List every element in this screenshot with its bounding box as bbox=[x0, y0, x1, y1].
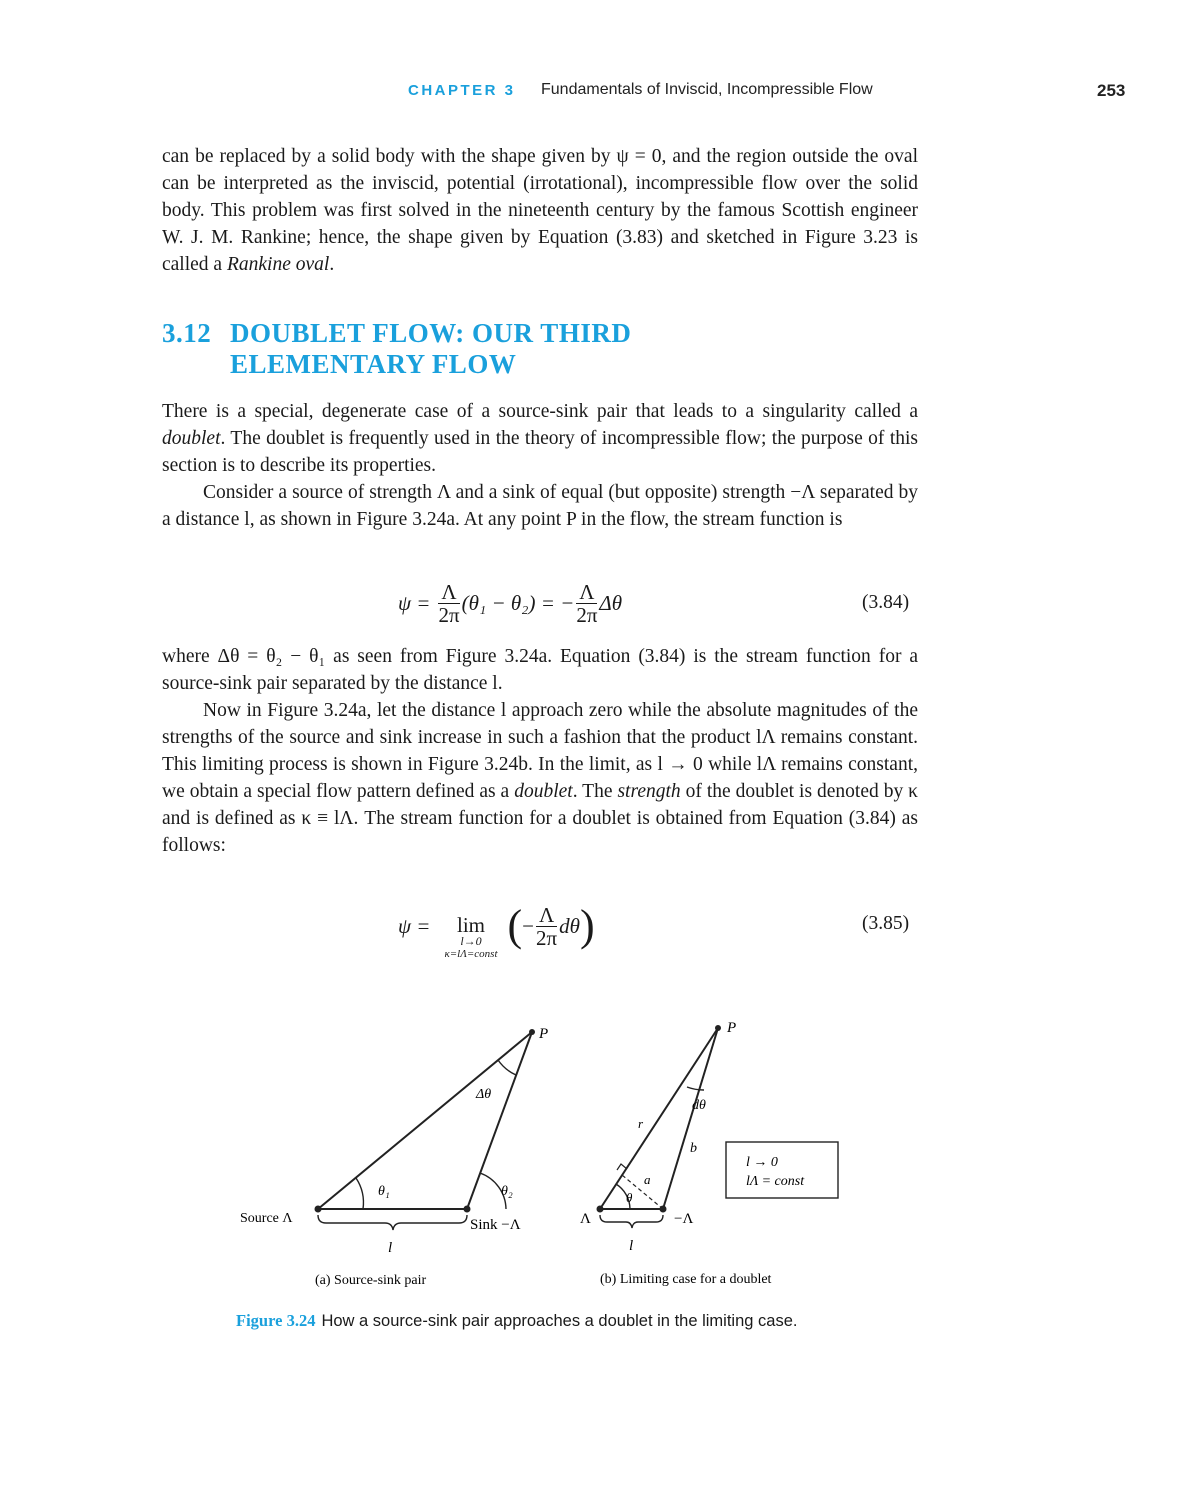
box-line2: lΛ = const bbox=[746, 1174, 805, 1189]
eq385-lim-sub1: l→0 bbox=[460, 934, 482, 948]
paragraph-doublet-intro bbox=[162, 398, 918, 479]
eq385-close-paren: ) bbox=[579, 901, 595, 950]
label-distance-a: l bbox=[388, 1240, 393, 1256]
label-source-b: Λ bbox=[580, 1211, 591, 1227]
figure-3-24 bbox=[230, 1012, 850, 1297]
sink-ray-b bbox=[663, 1028, 718, 1209]
section-title-line2: ELEMENTARY FLOW bbox=[230, 349, 517, 379]
eq384-fraction-2 bbox=[576, 581, 597, 626]
intro-paragraph bbox=[162, 143, 918, 278]
para4-emphasis-doublet: doublet bbox=[514, 781, 573, 802]
equation-3-85 bbox=[0, 895, 1200, 965]
d-theta-arc bbox=[687, 1087, 704, 1090]
eq385-denominator: 2π bbox=[536, 925, 558, 950]
eq385-number: (3.85) bbox=[862, 913, 910, 934]
label-r: r bbox=[638, 1116, 644, 1131]
label-d-theta: dθ bbox=[692, 1098, 706, 1113]
eq385-numerator: Λ bbox=[536, 904, 557, 927]
panel-b bbox=[580, 1020, 838, 1287]
chapter-label: CHAPTER 3 bbox=[408, 82, 516, 99]
running-head bbox=[0, 82, 1200, 104]
limit-box bbox=[726, 1142, 838, 1198]
source-point-a bbox=[315, 1206, 322, 1213]
para4-emphasis-strength: strength bbox=[617, 781, 681, 802]
intro-text-end: . bbox=[329, 254, 335, 275]
label-sink-b: −Λ bbox=[674, 1211, 694, 1227]
point-p-a bbox=[529, 1029, 535, 1035]
section-title-line1: DOUBLET FLOW: OUR THIRD bbox=[230, 318, 632, 348]
eq385-fraction bbox=[536, 904, 557, 949]
distance-brace-b bbox=[600, 1215, 663, 1228]
eq385-lim: lim bbox=[456, 913, 485, 937]
figure-caption bbox=[236, 1309, 846, 1333]
section-number: 3.12 bbox=[162, 318, 212, 348]
para1-text-end: . The doublet is frequently used in the theory of incompressible flow; the purpose of this section is to describe its properties. bbox=[162, 428, 918, 476]
theta1-arc bbox=[356, 1178, 363, 1209]
eq384-tail: Δθ bbox=[599, 590, 623, 615]
figure-caption-text: How a source-sink pair approaches a doublet in the limiting case. bbox=[321, 1312, 798, 1330]
panel-a bbox=[240, 1026, 548, 1288]
box-line1: l → 0 bbox=[746, 1155, 778, 1170]
eq385-limit bbox=[444, 915, 497, 961]
eq384-denominator: 2π bbox=[438, 602, 460, 627]
eq384-lhs: ψ = bbox=[398, 590, 431, 615]
paragraph-limiting bbox=[162, 697, 918, 859]
source-point-b bbox=[597, 1206, 604, 1213]
eq385-minus: − bbox=[522, 913, 535, 938]
eq384-numerator: Λ bbox=[438, 581, 459, 604]
intro-text: can be replaced by a solid body with the shape given by ψ = 0, and the region outside the oval can be interpreted as the inviscid, potential (irrotational), incompressible flow over the solid body. This problem was first solved in the nineteenth century by the famous Scottish engineer W. J. M. Rankine; hence, the shape given by Equation (3.83) and sketched in Figure 3.23 is called a bbox=[162, 146, 918, 275]
eq385-lim-sub2: κ=lΛ=const bbox=[444, 948, 498, 960]
eq384-numerator-2: Λ bbox=[576, 581, 597, 604]
eq384-denominator-2: 2π bbox=[576, 602, 598, 627]
distance-brace-a bbox=[318, 1215, 467, 1230]
eq384-middle: (θ₁ − θ₂) = − bbox=[461, 590, 575, 615]
page-number: 253 bbox=[1097, 81, 1126, 100]
label-b: b bbox=[690, 1141, 697, 1156]
eq384-fraction bbox=[438, 581, 459, 626]
label-sink: Sink −Λ bbox=[470, 1217, 521, 1233]
label-delta-theta: Δθ bbox=[476, 1087, 492, 1102]
figure-label: Figure 3.24 bbox=[236, 1311, 316, 1330]
paragraph-source-sink: Consider a source of strength Λ and a sink of equal (but opposite) strength −Λ separated by a distance l, as shown in Figure 3.24a. At any point P in the flow, the stream function is bbox=[162, 482, 918, 530]
caption-a: (a) Source-sink pair bbox=[315, 1273, 427, 1288]
point-p-b bbox=[715, 1025, 721, 1031]
eq385-open-paren: ( bbox=[507, 901, 523, 950]
delta-theta-arc bbox=[498, 1060, 516, 1075]
equation-3-84 bbox=[0, 572, 1200, 642]
label-theta1: θ₁ bbox=[378, 1184, 390, 1199]
paragraph-where: where Δθ = θ₂ − θ₁ as seen from Figure 3.24a. Equation (3.84) is the stream function for a source-sink pair separated by the distance l. bbox=[162, 646, 918, 694]
label-distance-b: l bbox=[629, 1238, 634, 1254]
eq385-tail: dθ bbox=[559, 913, 580, 938]
section-heading bbox=[162, 318, 631, 380]
label-a: a bbox=[644, 1172, 651, 1187]
sink-point-a bbox=[464, 1206, 471, 1213]
label-p-a: P bbox=[539, 1026, 549, 1042]
label-source: Source Λ bbox=[240, 1211, 293, 1226]
chapter-title: Fundamentals of Inviscid, Incompressible Flow bbox=[541, 81, 873, 98]
para1-text: There is a special, degenerate case of a source-sink pair that leads to a singularity called a bbox=[162, 401, 918, 422]
source-ray-b bbox=[600, 1028, 718, 1209]
label-p-b: P bbox=[727, 1020, 737, 1036]
caption-b: (b) Limiting case for a doublet bbox=[600, 1272, 772, 1287]
para4-text-2: . The bbox=[572, 781, 618, 802]
intro-emphasis: Rankine oval bbox=[226, 254, 330, 275]
label-theta-b: θ bbox=[626, 1190, 633, 1205]
label-theta2: θ₂ bbox=[501, 1184, 513, 1199]
para4-text: Now in Figure 3.24a, let the distance l approach zero while the absolute magnitudes of the strengths of the source and sink increase in such a fashion that the product lΛ remains constant. This limiting process is shown in Figure 3.24b. In the limit, as l → 0 while lΛ remains constant, we obtain a special flow pattern defined as a bbox=[162, 700, 918, 802]
eq385-lhs: ψ = bbox=[398, 913, 431, 938]
para1-emphasis: doublet bbox=[162, 428, 221, 449]
eq384-number: (3.84) bbox=[862, 592, 910, 613]
para4-text-3: of the doublet is denoted by κ and is defined as κ ≡ lΛ. The stream function for a doublet is obtained from Equation (3.84) as follows: bbox=[162, 781, 918, 856]
